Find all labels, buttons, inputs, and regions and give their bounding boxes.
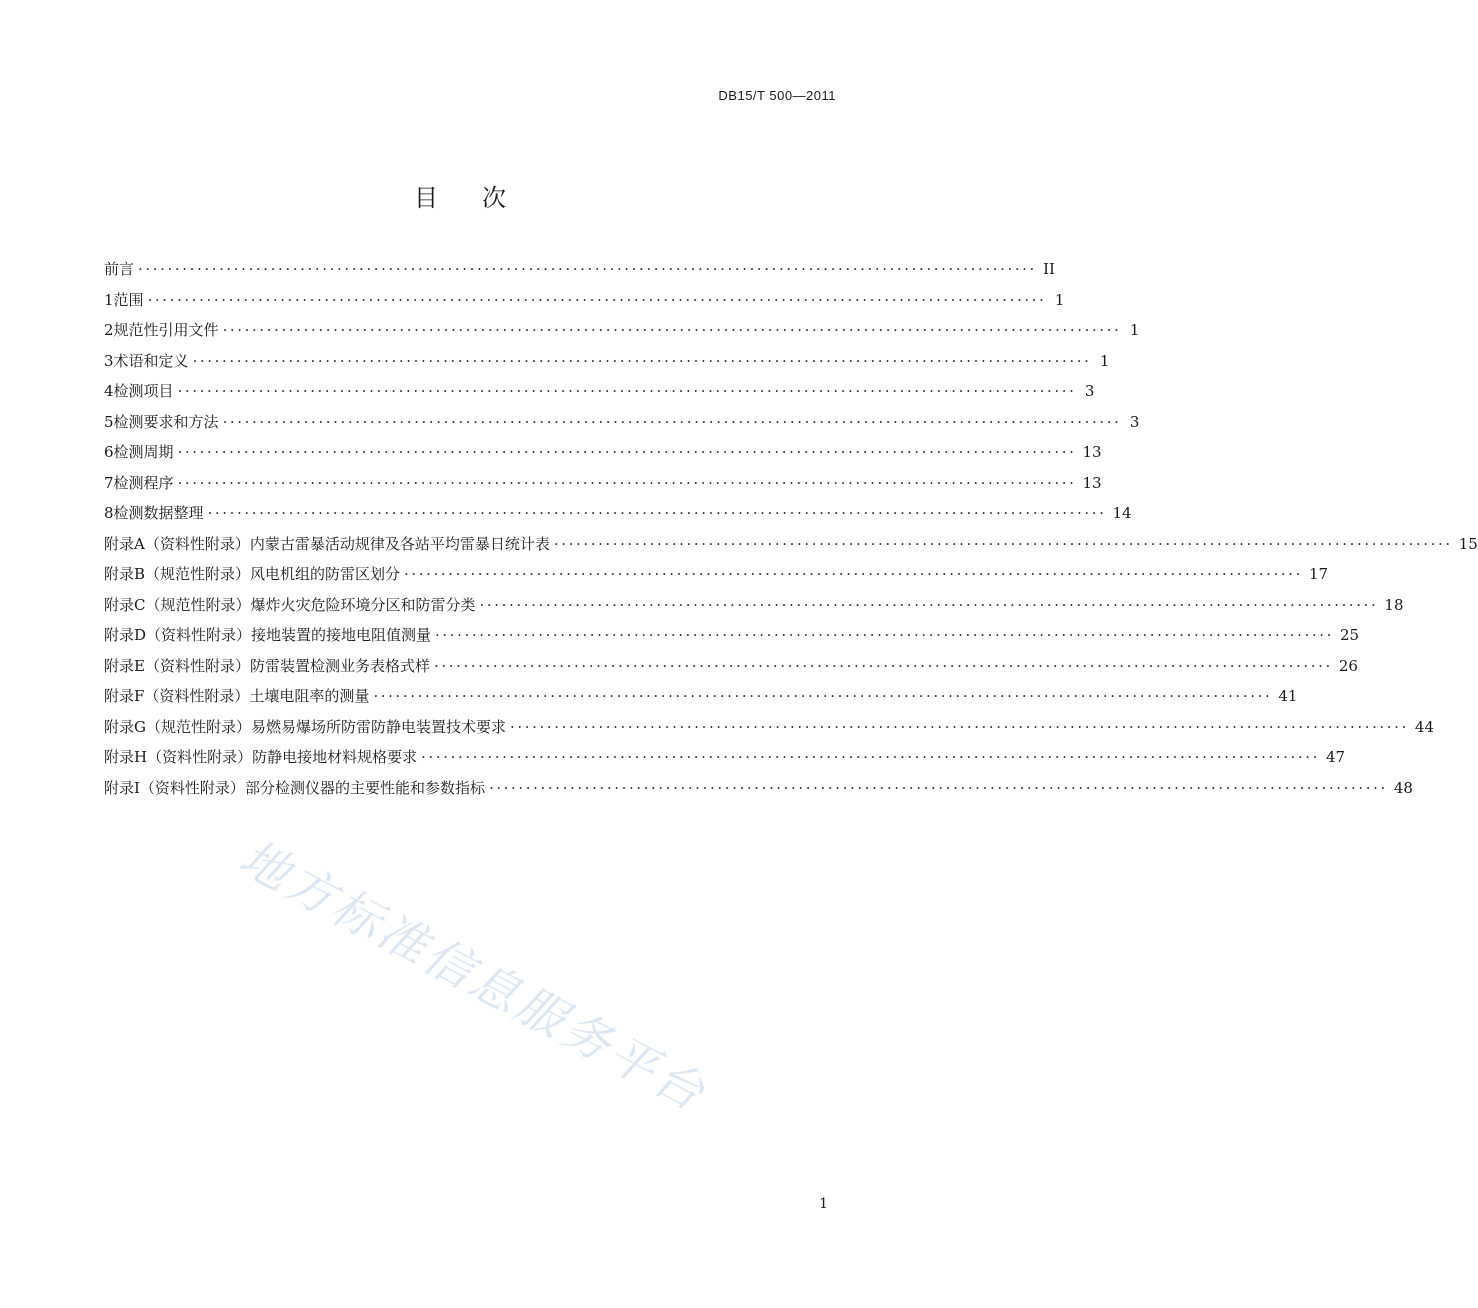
toc-entry-chapter-3[interactable] bbox=[104, 346, 1110, 377]
toc-entry-title: 检测数据整理 bbox=[113, 504, 204, 522]
toc-entry-page: 13 bbox=[1082, 473, 1102, 492]
toc-entry-chapter-8[interactable] bbox=[104, 498, 1132, 529]
toc-entry-title: 术语和定义 bbox=[113, 351, 189, 370]
toc-entry-title: 检测项目 bbox=[113, 382, 174, 400]
leader-dots: ·························································································································· bbox=[421, 748, 1321, 766]
watermark: 地方标准信息服务平台 bbox=[230, 829, 716, 1124]
leader-dots: ·························································································································· bbox=[177, 473, 1077, 492]
leader-dots: ·························································································································· bbox=[177, 443, 1077, 461]
leader-dots: ·························································································································· bbox=[207, 504, 1107, 522]
page-number: 1 bbox=[819, 1196, 828, 1212]
toc-entry-number: 7 bbox=[104, 473, 114, 492]
toc-entry-appendix-g[interactable] bbox=[104, 712, 1434, 743]
toc-entry-title: 易燃易爆场所防雷防静电装置技术要求 bbox=[250, 717, 506, 736]
toc-entry-chapter-1[interactable] bbox=[104, 285, 1065, 316]
leader-dots: ·························································································································· bbox=[147, 290, 1047, 309]
toc-entry-appendix-i[interactable] bbox=[104, 773, 1413, 804]
toc-entry-appendix-h[interactable] bbox=[104, 742, 1346, 773]
toc-entry-title: 前言 bbox=[104, 260, 135, 278]
toc-entry-chapter-4[interactable] bbox=[104, 376, 1095, 407]
standard-code: DB15/T 500—2011 bbox=[718, 88, 836, 103]
toc-entry-title: 检测程序 bbox=[113, 473, 174, 492]
toc-entry-number: 1 bbox=[104, 290, 114, 309]
toc-entry-title: 防雷装置检测业务表格式样 bbox=[249, 656, 430, 675]
toc-entry-appendix-d[interactable] bbox=[104, 620, 1360, 651]
toc-entry-appendix-e[interactable] bbox=[104, 651, 1358, 682]
toc-entry-title: 范围 bbox=[113, 290, 144, 309]
toc-entry-title: 防静电接地材料规格要求 bbox=[252, 748, 418, 766]
toc-title-char-2: 次 bbox=[482, 184, 506, 212]
toc-appendix-prefix: 附录D（资料性附录） bbox=[104, 626, 252, 644]
toc-entry-appendix-a[interactable] bbox=[104, 529, 1478, 560]
leader-dots: ·························································································································· bbox=[222, 412, 1122, 431]
leader-dots: ·························································································································· bbox=[435, 626, 1334, 644]
toc-entry-page: 1 bbox=[1054, 290, 1065, 309]
toc-appendix-prefix: 附录G（规范性附录） bbox=[104, 717, 251, 736]
toc-entry-appendix-f[interactable] bbox=[104, 681, 1298, 712]
leader-dots: ·························································································································· bbox=[479, 595, 1379, 614]
leader-dots: ·························································································································· bbox=[553, 534, 1453, 553]
leader-dots: ·························································································································· bbox=[222, 321, 1122, 339]
toc-entry-number: 5 bbox=[104, 412, 114, 431]
toc-appendix-prefix: 附录E（资料性附录） bbox=[104, 656, 250, 675]
toc-entry-page: II bbox=[1043, 260, 1055, 278]
toc-entry-page: 1 bbox=[1099, 351, 1110, 370]
toc-entry-page: 3 bbox=[1084, 382, 1095, 400]
toc-entry-chapter-7[interactable] bbox=[104, 468, 1102, 499]
toc-entry-title: 爆炸火灾危险环境分区和防雷分类 bbox=[250, 595, 476, 614]
leader-dots: ·························································································································· bbox=[404, 565, 1303, 583]
toc-entry-page: 25 bbox=[1339, 626, 1360, 644]
toc-entry-page: 1 bbox=[1129, 321, 1140, 339]
toc-appendix-prefix: 附录C（规范性附录） bbox=[104, 595, 251, 614]
toc-entry-page: 44 bbox=[1414, 717, 1434, 736]
toc-title-char-1: 目 bbox=[414, 184, 438, 212]
table-of-contents bbox=[104, 254, 1478, 803]
toc-entry-page: 26 bbox=[1338, 656, 1358, 675]
toc-entry-page: 48 bbox=[1393, 778, 1413, 797]
leader-dots: ·························································································································· bbox=[488, 778, 1388, 797]
toc-entry-title: 检测周期 bbox=[113, 443, 174, 461]
toc-entry-page: 3 bbox=[1129, 412, 1140, 431]
leader-dots: ·························································································································· bbox=[138, 260, 1037, 278]
toc-entry-title: 部分检测仪器的主要性能和参数指标 bbox=[244, 778, 485, 797]
leader-dots: ·························································································································· bbox=[433, 656, 1333, 675]
toc-entry-page: 41 bbox=[1278, 687, 1298, 705]
leader-dots: ·························································································································· bbox=[192, 351, 1092, 370]
toc-entry-chapter-6[interactable] bbox=[104, 437, 1102, 468]
toc-title bbox=[0, 178, 920, 213]
toc-entry-number: 4 bbox=[104, 382, 114, 400]
leader-dots: ·························································································································· bbox=[177, 382, 1077, 400]
toc-entry-title: 土壤电阻率的测量 bbox=[249, 687, 370, 705]
toc-entry-title: 风电机组的防雷区划分 bbox=[250, 565, 401, 583]
toc-entry-title: 接地装置的接地电阻值测量 bbox=[251, 626, 432, 644]
toc-appendix-prefix: 附录A（资料性附录） bbox=[104, 534, 250, 553]
toc-entry-number: 2 bbox=[104, 321, 114, 339]
toc-appendix-prefix: 附录H（资料性附录） bbox=[104, 748, 253, 766]
toc-entry-chapter-2[interactable] bbox=[104, 315, 1140, 346]
toc-entry-number: 8 bbox=[104, 504, 114, 522]
toc-entry-appendix-b[interactable] bbox=[104, 559, 1329, 590]
toc-entry-page: 13 bbox=[1082, 443, 1102, 461]
toc-entry-title: 规范性引用文件 bbox=[113, 321, 219, 339]
toc-entry-appendix-c[interactable] bbox=[104, 590, 1404, 621]
toc-entry-number: 3 bbox=[104, 351, 114, 370]
toc-entry-title: 内蒙古雷暴活动规律及各站平均雷暴日统计表 bbox=[249, 534, 550, 553]
toc-entry-page: 18 bbox=[1384, 595, 1404, 614]
toc-entry-number: 6 bbox=[104, 443, 114, 461]
toc-entry-page: 14 bbox=[1112, 504, 1132, 522]
toc-appendix-prefix: 附录F（资料性附录） bbox=[104, 687, 250, 705]
toc-entry-title: 检测要求和方法 bbox=[113, 412, 219, 431]
leader-dots: ·························································································································· bbox=[373, 687, 1273, 705]
toc-entry-page: 15 bbox=[1458, 534, 1478, 553]
toc-entry-chapter-5[interactable] bbox=[104, 407, 1140, 438]
toc-entry-page: 47 bbox=[1326, 748, 1346, 766]
toc-entry-page: 17 bbox=[1308, 565, 1329, 583]
toc-appendix-prefix: 附录I（资料性附录） bbox=[104, 778, 245, 797]
toc-entry-foreword[interactable] bbox=[104, 254, 1055, 285]
toc-appendix-prefix: 附录B（规范性附录） bbox=[104, 565, 251, 583]
leader-dots: ·························································································································· bbox=[510, 717, 1409, 736]
